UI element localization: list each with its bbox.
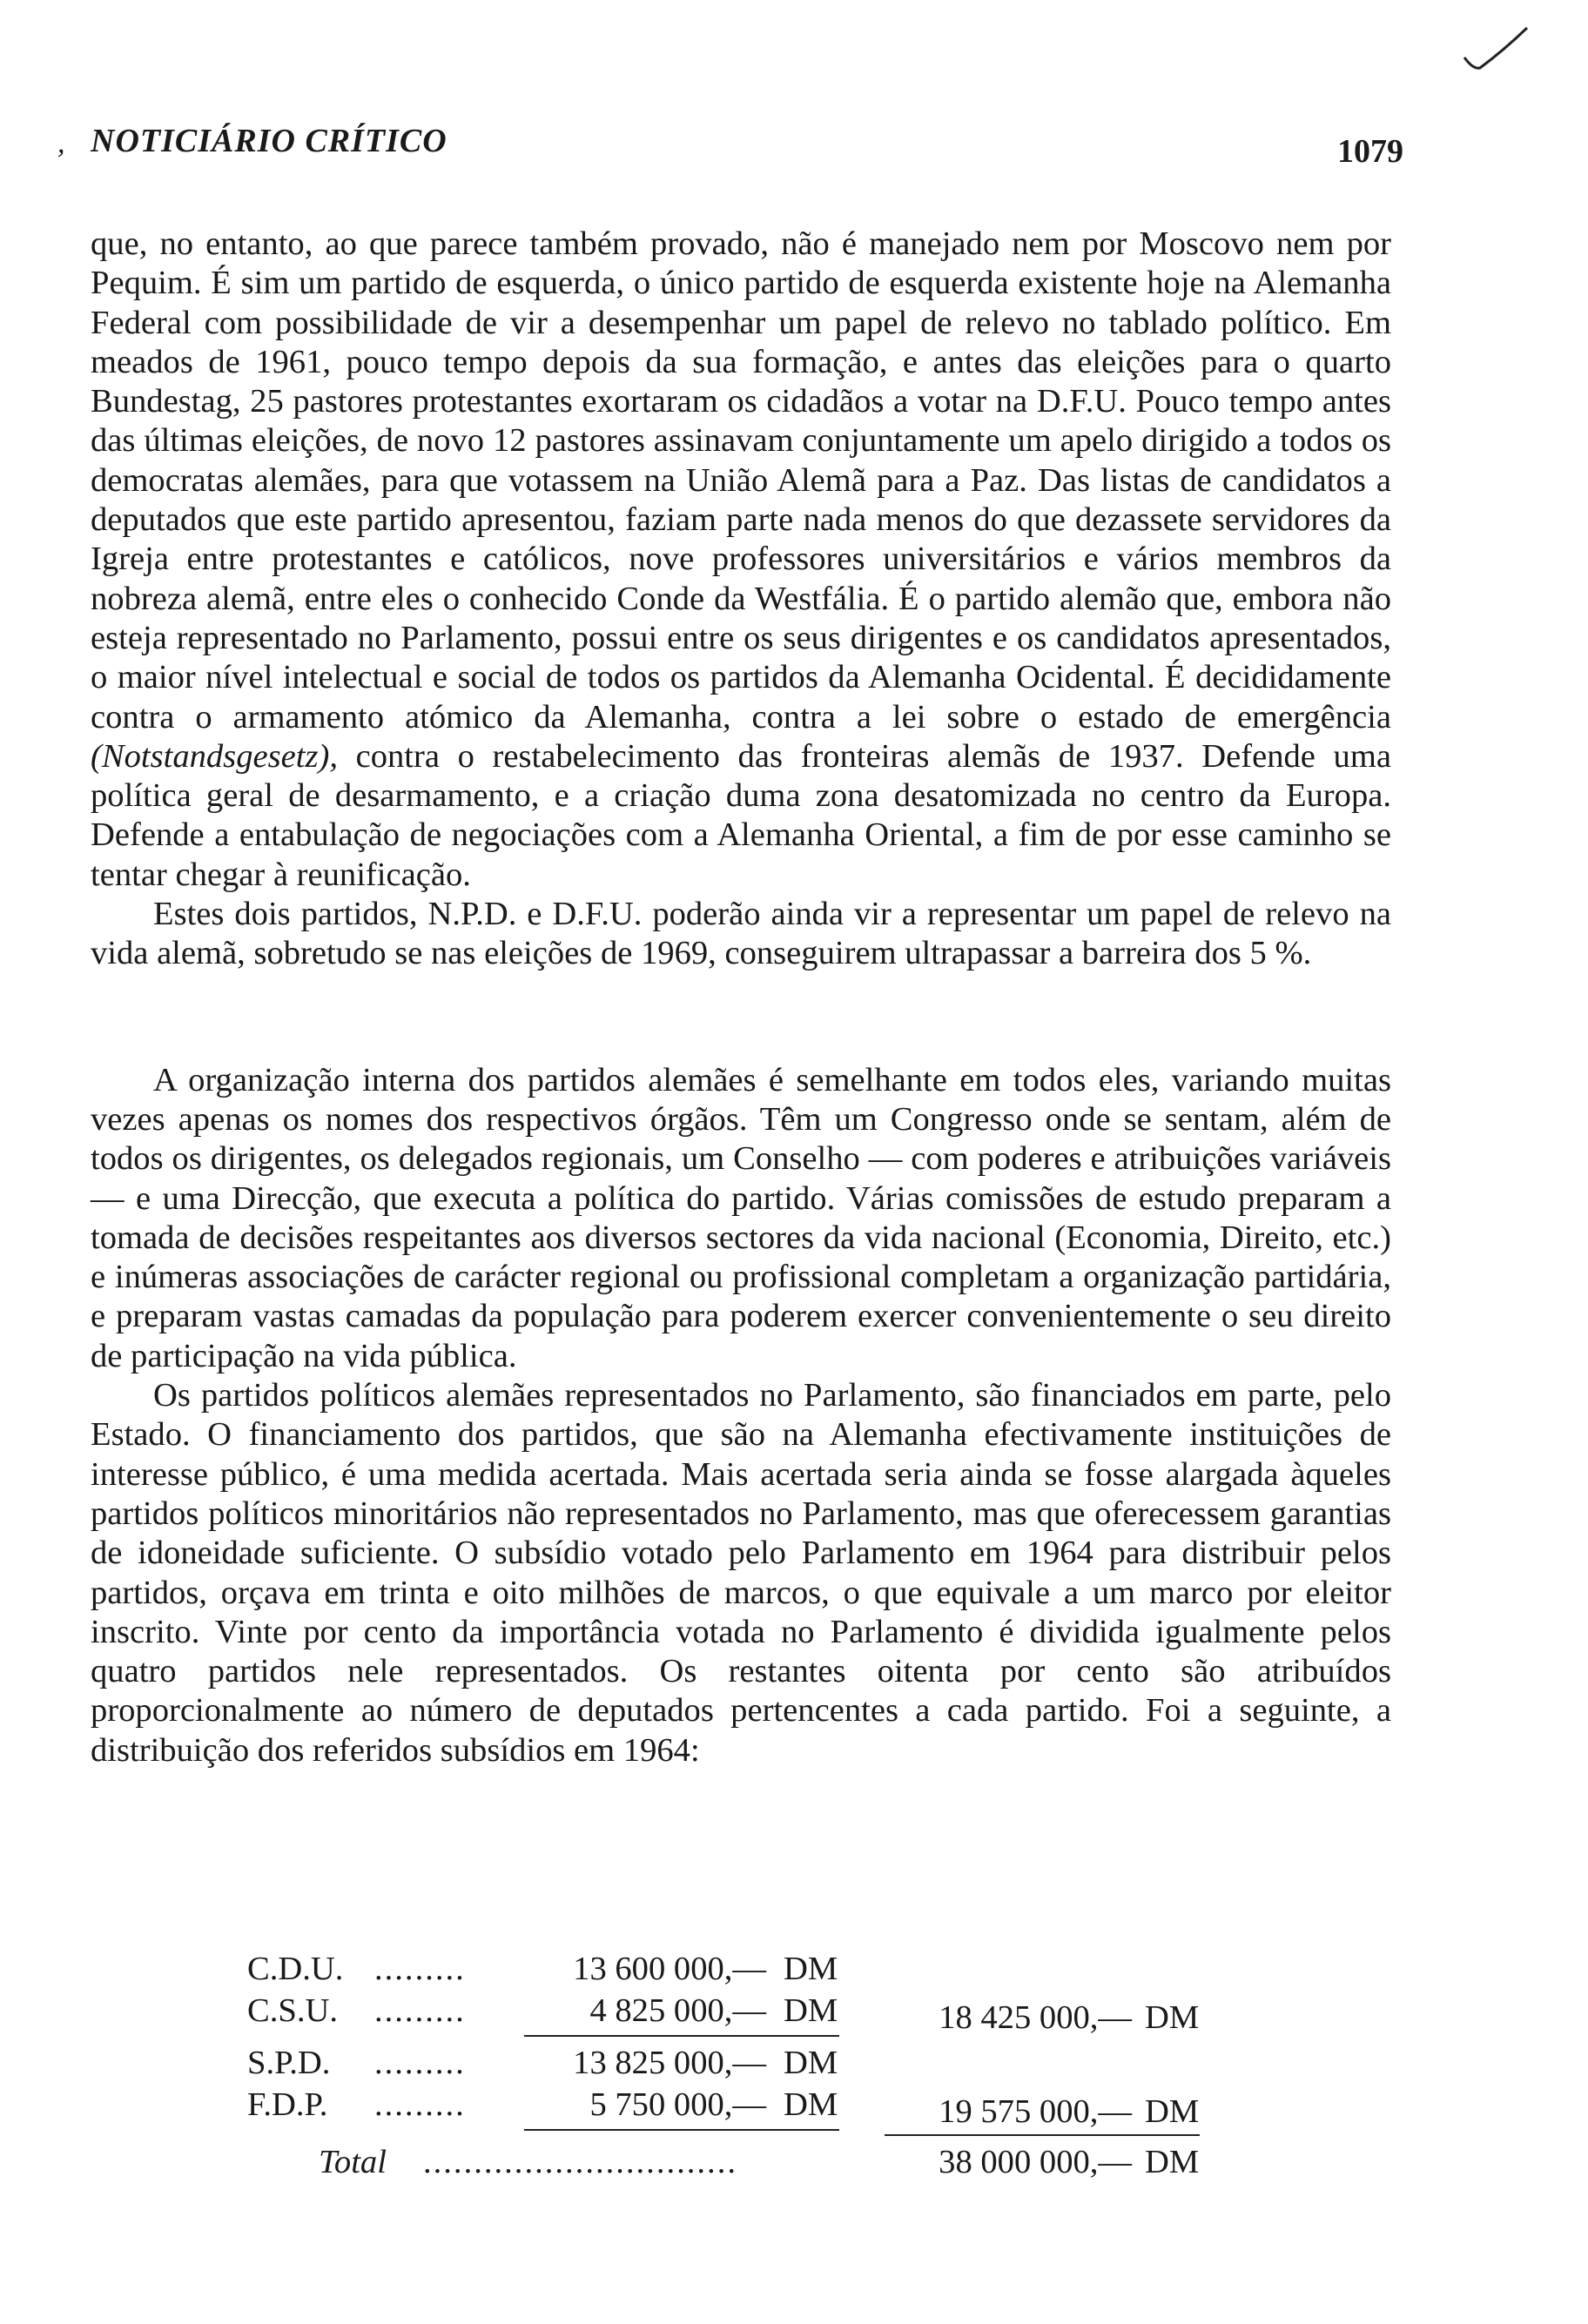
table-row	[235, 1950, 1236, 1990]
paragraph-1-italic: (Notstandsgesetz),	[91, 737, 338, 775]
paragraph-1-text: que, no entanto, ao que parece também provado, não é manejado nem por Moscovo nem por Pequim. É sim um partido de esquerda, o único partido de esquerda existente hoje na Alemanha Federal com possibilidade de vir a desempenhar um papel de relevo no tablado político. Em meados de 1961, pouco tempo depois da sua formação, e antes das eleições para o quarto Bundestag, 25 pastores protestantes exortaram os cidadãos a votar na D.F.U. Pouco tempo antes das últimas eleições, de novo 12 pastores assinavam conjuntamente um apelo dirigido a todos os democratas alemães, para que votassem na União Alemã para a Paz. Das listas de candidatos a deputados que este partido apresentou, faziam parte nada menos do que dezassete servidores da Igreja entre protestantes e católicos, nove professores universitários e vários membros da nobreza alemã, entre eles o conhecido Conde da Westfália. É o partido alemão que, embora não esteja representado no Parlamento, possui entre os seus dirigentes e os candidatos apresentados, o maior nível intelectual e social de todos os partidos da Alemanha Ocidental. É decididamente contra o armamento atómico da Alemanha, contra a lei sobre o estado de emergência	[91, 225, 1391, 735]
party-amount: 4 825 000,—	[589, 1992, 766, 2029]
total-row	[235, 2143, 1236, 2183]
column-rule	[524, 2129, 839, 2131]
total-amount: 38 000 000,—	[939, 2144, 1132, 2180]
column-rule	[524, 2035, 839, 2037]
currency-label: DM	[784, 2086, 838, 2123]
paragraph-1-end: contra o restabelecimento das fronteiras alemãs de 1937. Defende uma política geral de desarmamento, e a criação duma zona desatomizada no centro da Europa. Defende a entabulação de negociações com a Alemanha Oriental, a fim de por esse caminho se tentar chegar à reunificação.	[91, 737, 1391, 893]
table-row	[235, 2086, 1236, 2130]
paragraph-1	[91, 225, 1391, 895]
section-gap	[91, 974, 1391, 1061]
table-row	[235, 1992, 1236, 2036]
paragraph-3: A organização interna dos partidos alemães é semelhante em todos eles, variando muitas vezes apenas os nomes dos respectivos órgãos. Têm um Congresso onde se sentam, além de todos os dirigentes, os delegados regionais, um Conselho — com poderes e atribuições variáveis — e uma Direcção, que executa a política do partido. Várias comissões de estudo preparam a tomada de decisões respeitantes aos diversos sectores da vida nacional (Economia, Direito, etc.) e inúmeras associações de carácter regional ou profissional completam a organização partidária, e preparam vastas camadas da população para poderem exercer convenientemente o seu direito de participação na vida pública.	[91, 1061, 1391, 1374]
party-name: C.S.U.	[247, 1992, 338, 2029]
running-title: NOTICIÁRIO CRÍTICO	[91, 123, 447, 159]
dot-leaders: .........	[374, 1951, 466, 1987]
running-header	[0, 122, 1588, 174]
party-amount: 13 825 000,—	[573, 2045, 766, 2081]
currency-label: DM	[1145, 1999, 1200, 2036]
table-row	[235, 2044, 1236, 2084]
party-name: S.P.D.	[247, 2045, 331, 2081]
currency-label: DM	[784, 1951, 838, 1987]
dot-leaders: ...............................	[423, 2144, 737, 2180]
check-mark-icon	[1456, 24, 1534, 77]
total-rule	[885, 2134, 1200, 2136]
currency-label: DM	[1145, 2144, 1200, 2180]
currency-label: DM	[784, 2045, 838, 2081]
party-amount: 13 600 000,—	[573, 1951, 766, 1987]
currency-label: DM	[1145, 2093, 1200, 2130]
currency-label: DM	[784, 1992, 838, 2029]
party-amount: 5 750 000,—	[589, 2086, 766, 2123]
subtotal-amount: 19 575 000,—	[939, 2093, 1132, 2130]
dot-leaders: .........	[374, 1992, 466, 2029]
subsidy-table	[235, 1950, 1236, 2193]
dot-leaders: .........	[374, 2086, 466, 2123]
dot-leaders: .........	[374, 2045, 466, 2081]
paragraph-4: Os partidos políticos alemães representados no Parlamento, são financiados em parte, pelo Estado. O financiamento dos partidos, que são na Alemanha efectivamente instituições de interesse público, é uma medida acertada. Mais acertada seria ainda se fosse alargada àqueles partidos políticos minoritários não representados no Parlamento, mas que oferecessem garantias de idoneidade suficiente. O subsídio votado pelo Parlamento em 1964 para distribuir pelos partidos, orçava em trinta e oito milhões de marcos, o que equivale a um marco por eleitor inscrito. Vinte por cento da importância votada no Parlamento é dividida igualmente pelos quatro partidos nele representados. Os restantes oitenta por cento são atribuídos proporcionalmente ao número de deputados pertencentes a cada partido. Foi a seguinte, a distribuição dos referidos subsídios em 1964:	[91, 1377, 1391, 1769]
total-label: Total	[319, 2144, 387, 2180]
paragraph-2: Estes dois partidos, N.P.D. e D.F.U. poderão ainda vir a representar um papel de relevo na vida alemã, sobretudo se nas eleições de 1969, conseguirem ultrapassar a barreira dos 5 %.	[91, 896, 1391, 972]
party-name: F.D.P.	[247, 2086, 328, 2123]
header-tick: ,	[57, 127, 65, 159]
page-number: 1079	[1337, 133, 1403, 170]
subtotal-amount: 18 425 000,—	[939, 1999, 1132, 2036]
party-name: C.D.U.	[247, 1951, 344, 1987]
article-body	[91, 225, 1391, 1770]
